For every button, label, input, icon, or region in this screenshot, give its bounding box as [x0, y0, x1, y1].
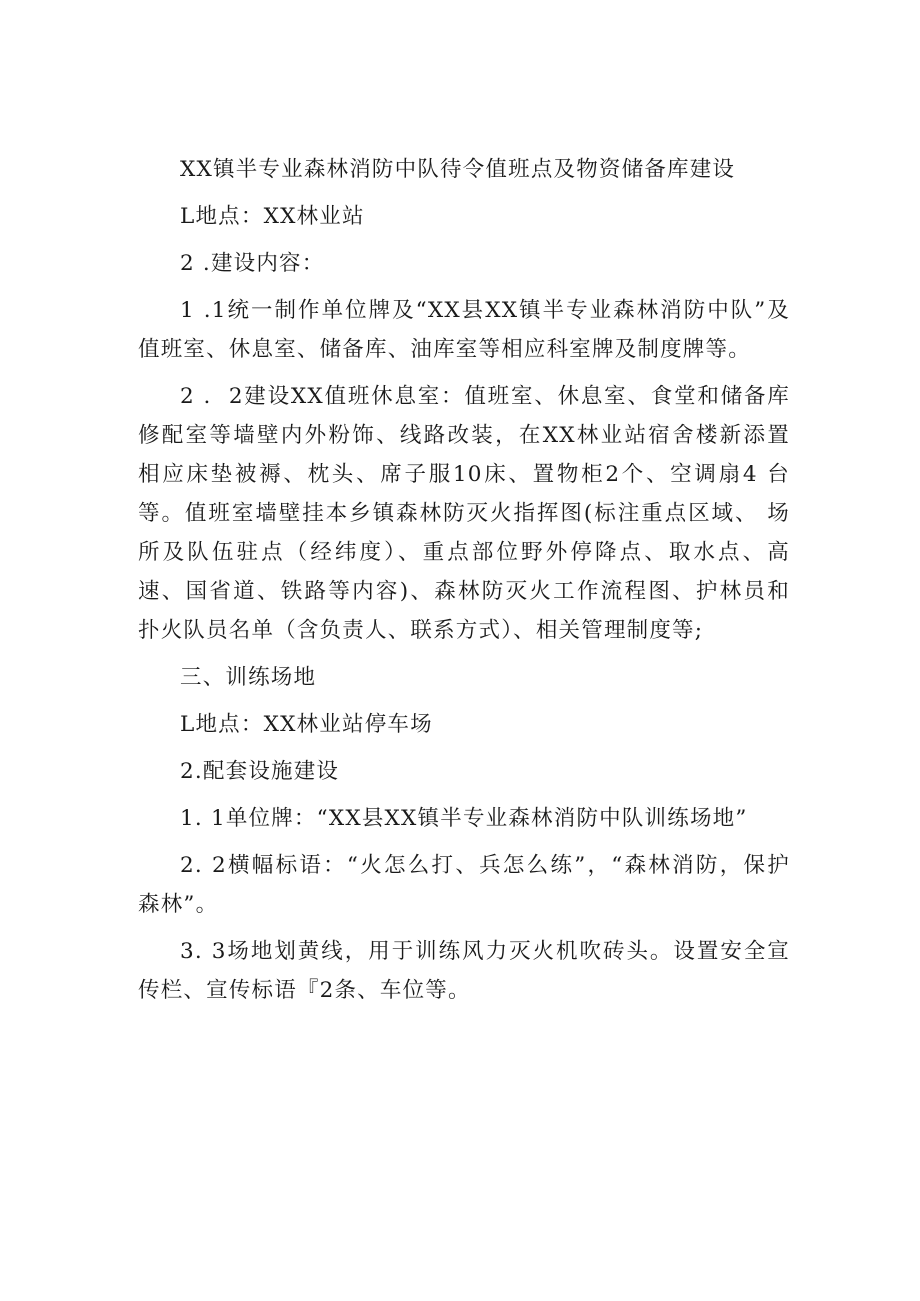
document-body — [138, 150, 799, 1018]
subsection-heading-facilities: 2.配套设施建设 — [180, 759, 340, 784]
item-2-2: 2 . 2建设XX值班休息室：值班室、休息室、食堂和储备库修配室等墙壁内外粉饰、线路改装，在XX林业站宿舍楼新添置 相应床垫被褥、枕头、席子服10床、置物柜2个、空调扇4 台等。值班室墙壁挂本乡镇森林防灭火指挥图(标注重点区域、 场所及队伍驻点（经纬度）、重点部位野外停降点、取水点、高 速、国省道、铁路等内容)、森林防灭火工作流程图、护林员和 扑火队员名单（含负责人、联系方式）、相关管理制度等; — [138, 384, 799, 643]
item-1-1: 1 .1统一制作单位牌及“XX县XX镇半专业森林消防中队”及值班室、休息室、储备库、油库室等相应科室牌及制度牌等。 — [138, 298, 790, 362]
section-heading: XX镇半专业森林消防中队待令值班点及物资储备库建设 — [180, 157, 736, 182]
facility-item-1: 1. 1单位牌：“XX县XX镇半专业森林消防中队训练场地” — [180, 806, 748, 831]
facility-item-3: 3. 3场地划黄线，用于训练风力灭火机吹砖头。设置安全宣传栏、宣传标语『2条、车位等。 — [138, 939, 790, 1003]
facility-item-2: 2. 2横幅标语：“火怎么打、兵怎么练”，“森林消防，保护 森林”。 — [138, 853, 799, 917]
location-line: L地点：XX林业站 — [180, 204, 365, 229]
training-location-line: L地点：XX林业站停车场 — [180, 712, 433, 737]
subsection-heading: 2 .建设内容： — [180, 251, 325, 276]
section-heading-training: 三、训练场地 — [180, 665, 317, 690]
